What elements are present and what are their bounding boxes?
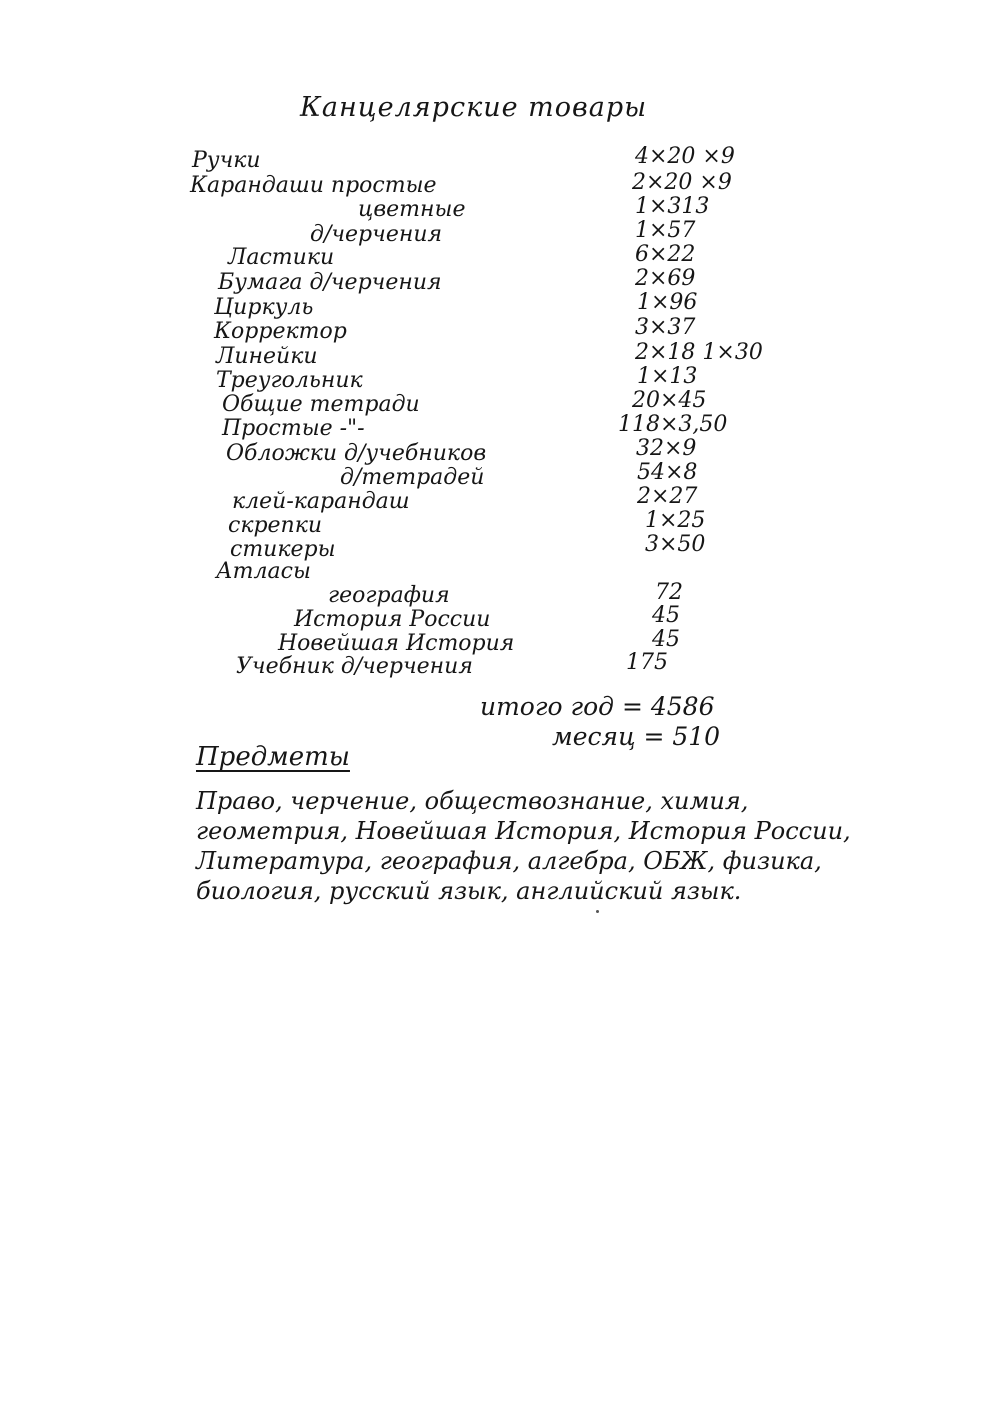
item-name: Бумага д/черчения [218, 270, 442, 295]
item-quantity: 20×45 [632, 388, 707, 413]
item-name: д/тетрадей [340, 465, 485, 490]
item-quantity: 2×18 1×30 [635, 340, 763, 365]
item-quantity: 6×22 [635, 242, 696, 267]
item-quantity: 4×20 ×9 [635, 144, 735, 169]
item-quantity: 2×20 ×9 [632, 170, 732, 195]
item-name: Треугольник [216, 368, 363, 393]
item-quantity: 1×57 [635, 218, 696, 243]
item-quantity: 1×96 [637, 290, 698, 315]
item-quantity: 175 [626, 650, 668, 675]
item-name: Карандаши простые [190, 173, 437, 198]
item-name: Общие тетради [222, 392, 420, 417]
item-quantity: 72 [655, 580, 683, 605]
item-quantity: 1×13 [637, 364, 698, 389]
item-name: Корректор [214, 319, 347, 344]
page-title: Канцелярские товары [300, 92, 648, 123]
item-name: История России [294, 607, 491, 632]
item-name: стикеры [230, 537, 336, 562]
item-quantity: 45 [652, 627, 680, 652]
item-quantity: 2×27 [637, 484, 698, 509]
item-quantity: 32×9 [636, 436, 697, 461]
subjects-list: Право, черчение, обществознание, химия, геометрия, Новейшая История, История России, Литература, география, алгебра, ОБЖ, физика, биология, русский язык, английский язык. [196, 787, 851, 905]
item-name: Циркуль [214, 295, 314, 320]
item-name: Ластики [228, 245, 335, 270]
item-name: Ручки [192, 148, 261, 173]
item-name: Обложки д/учебников [226, 441, 487, 466]
item-name: клей-карандаш [232, 489, 410, 514]
item-name: Атласы [216, 559, 311, 584]
total-month: месяц = 510 [552, 722, 721, 751]
item-quantity: 1×25 [645, 508, 706, 533]
item-name: Новейшая История [278, 631, 515, 656]
item-name: география [328, 583, 450, 608]
item-quantity: 1×313 [635, 194, 710, 219]
item-quantity: 3×37 [635, 315, 696, 340]
item-name: скрепки [228, 513, 323, 538]
item-quantity: 54×8 [637, 460, 698, 485]
item-name: д/черчения [310, 222, 443, 247]
item-quantity: 45 [652, 603, 680, 628]
item-name: цветные [358, 197, 466, 222]
item-name: Учебник д/черчения [236, 654, 473, 679]
total-year: итого год = 4586 [480, 692, 715, 721]
item-name: Линейки [216, 344, 318, 369]
subjects-heading: Предметы [196, 742, 350, 772]
item-quantity: 118×3,50 [618, 412, 728, 437]
ink-dot [596, 910, 599, 913]
item-quantity: 3×50 [645, 532, 706, 557]
item-quantity: 2×69 [635, 266, 696, 291]
item-name: Простые -"- [222, 416, 365, 441]
